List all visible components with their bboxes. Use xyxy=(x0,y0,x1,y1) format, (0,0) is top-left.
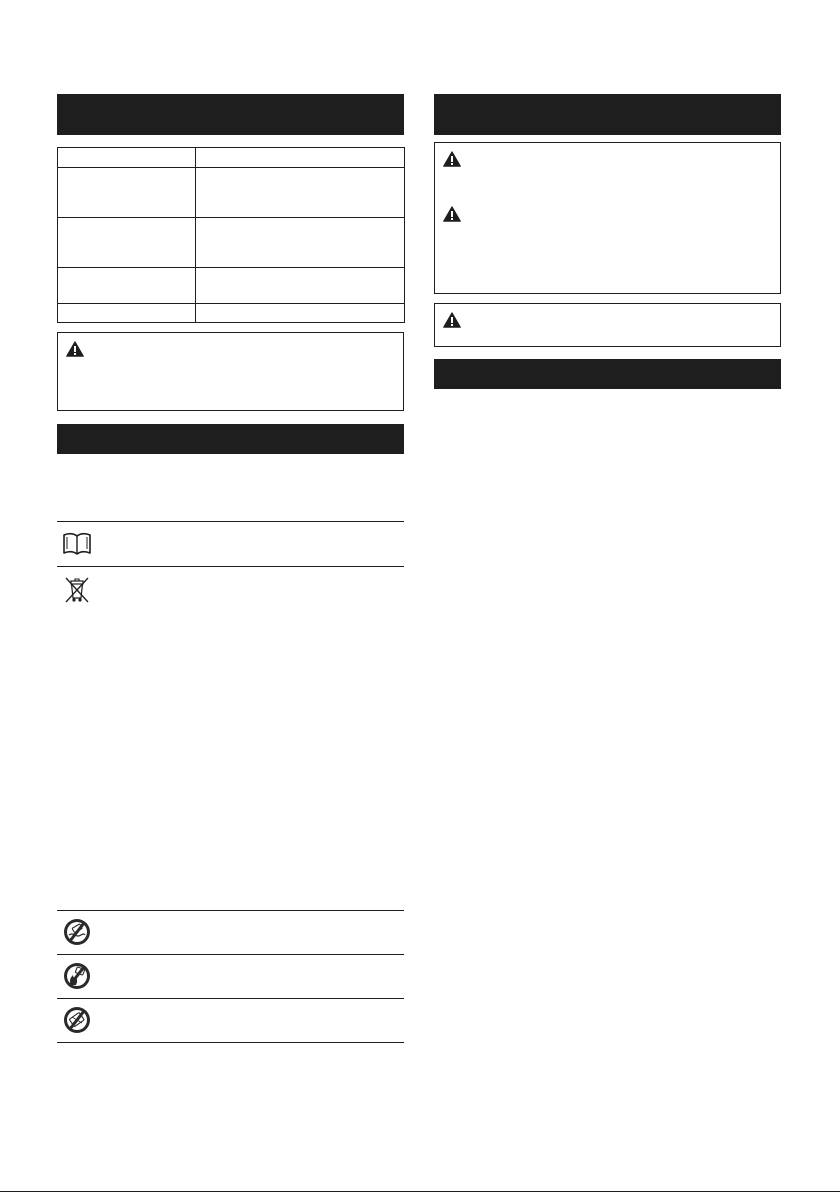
warning-box xyxy=(434,142,781,294)
spec-label xyxy=(58,218,196,268)
table-row xyxy=(58,268,405,304)
divider xyxy=(57,910,404,911)
read-manual-icon xyxy=(62,529,92,559)
spec-value xyxy=(196,268,405,304)
spec-label xyxy=(58,148,196,168)
safety-header xyxy=(434,359,781,389)
warning-triangle-icon xyxy=(443,151,461,167)
warning-box xyxy=(434,303,781,347)
warning-triangle-icon xyxy=(443,206,461,222)
specifications-header xyxy=(57,94,404,135)
crossed-out-bin-icon xyxy=(62,574,92,604)
spec-label xyxy=(58,304,196,323)
symbols-header xyxy=(57,424,404,454)
divider xyxy=(57,566,404,567)
spec-value xyxy=(196,168,405,218)
divider xyxy=(57,998,404,999)
spec-warning-box xyxy=(57,332,404,411)
table-row xyxy=(58,304,405,323)
no-fire-icon xyxy=(62,961,92,991)
no-water-icon xyxy=(62,917,92,947)
divider xyxy=(57,1042,404,1043)
warning-triangle-icon xyxy=(443,312,461,328)
no-disassemble-icon xyxy=(62,1005,92,1035)
spec-table xyxy=(57,147,405,323)
table-row xyxy=(58,148,405,168)
intended-use-header xyxy=(434,94,781,135)
spec-label xyxy=(58,268,196,304)
table-row xyxy=(58,168,405,218)
spec-value xyxy=(196,148,405,168)
divider xyxy=(57,521,404,522)
divider xyxy=(57,954,404,955)
spec-value xyxy=(196,218,405,268)
spec-value xyxy=(196,304,405,323)
spec-label xyxy=(58,168,196,218)
warning-triangle-icon xyxy=(66,341,84,357)
table-row xyxy=(58,218,405,268)
